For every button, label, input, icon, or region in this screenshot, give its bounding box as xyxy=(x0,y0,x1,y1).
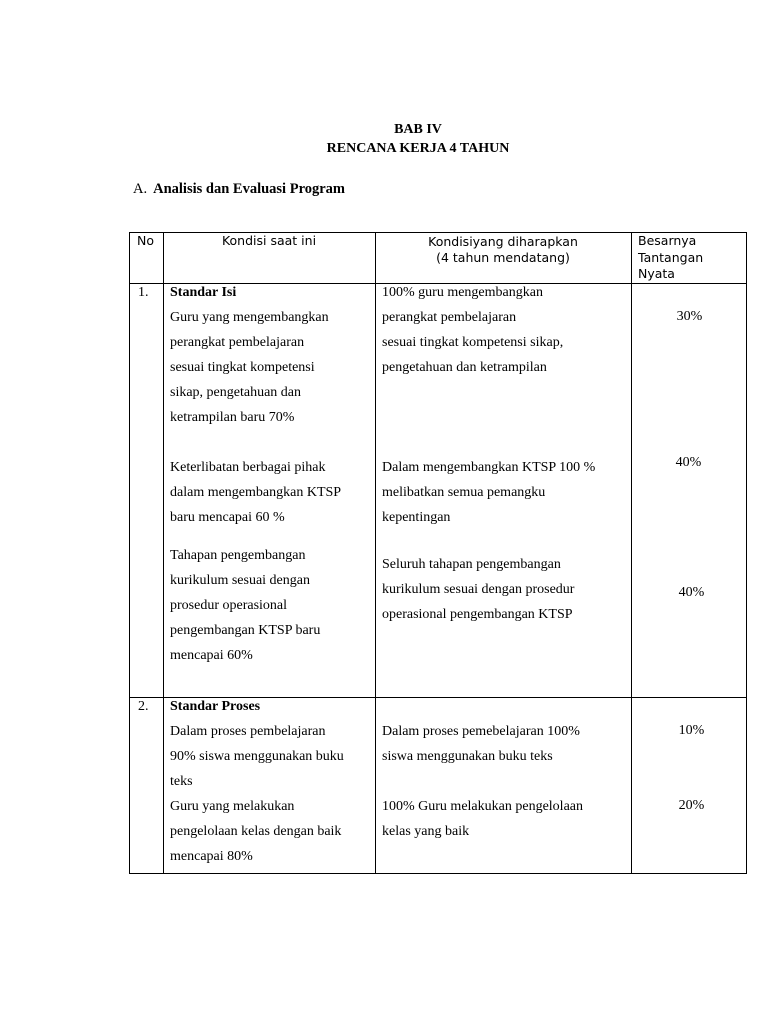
chapter-number: BAB IV xyxy=(394,122,442,137)
row-number: 1. xyxy=(138,285,149,300)
expected-condition-line: kurikulum sesuai dengan prosedur xyxy=(382,582,575,597)
expected-condition-line: kepentingan xyxy=(382,510,451,525)
expected-condition-line: Dalam mengembangkan KTSP 100 % xyxy=(382,460,596,475)
current-condition-line: Dalam proses pembelajaran xyxy=(170,724,326,739)
current-condition-line: mencapai 60% xyxy=(170,648,253,663)
current-condition-line: sesuai tingkat kompetensi xyxy=(170,360,315,375)
expected-condition-line: Dalam proses pemebelajaran 100% xyxy=(382,724,580,739)
standard-title: Standar Isi xyxy=(170,285,237,300)
expected-condition-line: sesuai tingkat kompetensi sikap, xyxy=(382,335,564,350)
current-condition-line: perangkat pembelajaran xyxy=(170,335,305,350)
current-condition-line: dalam mengembangkan KTSP xyxy=(170,485,342,500)
current-condition-line: Guru yang mengembangkan xyxy=(170,310,329,325)
header-no: No xyxy=(137,233,154,248)
current-condition-line: baru mencapai 60 % xyxy=(170,510,285,525)
section-title: Analisis dan Evaluasi Program xyxy=(153,181,346,197)
challenge-value: 30% xyxy=(676,309,703,324)
current-condition-line: Guru yang melakukan xyxy=(170,799,295,814)
current-condition-line: kurikulum sesuai dengan xyxy=(170,573,310,588)
expected-condition-line: 100% guru mengembangkan xyxy=(382,285,543,300)
challenge-value: 40% xyxy=(678,585,705,600)
expected-condition-line: 100% Guru melakukan pengelolaan xyxy=(382,799,583,814)
column-divider xyxy=(375,232,376,874)
current-condition-line: 90% siswa menggunakan buku xyxy=(170,749,344,764)
current-condition-line: Keterlibatan berbagai pihak xyxy=(170,460,326,475)
standard-title: Standar Proses xyxy=(170,699,261,714)
section-letter: A. xyxy=(133,181,148,197)
expected-condition-line: melibatkan semua pemangku xyxy=(382,485,546,500)
chapter-title: RENCANA KERJA 4 TAHUN xyxy=(326,141,510,156)
header-challenge-line1: Besarnya xyxy=(638,233,697,248)
expected-condition-line: Seluruh tahapan pengembangan xyxy=(382,557,561,572)
current-condition-line: pengembangan KTSP baru xyxy=(170,623,321,638)
expected-condition-line: perangkat pembelajaran xyxy=(382,310,517,325)
current-condition-line: ketrampilan baru 70% xyxy=(170,410,295,425)
expected-condition-line: operasional pengembangan KTSP xyxy=(382,607,573,622)
expected-condition-line: pengetahuan dan ketrampilan xyxy=(382,360,547,375)
section-heading xyxy=(133,181,345,198)
challenge-value: 20% xyxy=(678,798,705,813)
current-condition-line: mencapai 80% xyxy=(170,849,253,864)
challenge-value: 40% xyxy=(675,455,702,470)
current-condition-line: prosedur operasional xyxy=(170,598,288,613)
header-challenge-line3: Nyata xyxy=(638,266,675,281)
current-condition-line: teks xyxy=(170,774,193,789)
expected-condition-line: siswa menggunakan buku teks xyxy=(382,749,553,764)
current-condition-line: sikap, pengetahuan dan xyxy=(170,385,302,400)
column-divider xyxy=(631,232,632,874)
header-expected-line1: Kondisiyang diharapkan xyxy=(428,234,578,249)
current-condition-line: Tahapan pengembangan xyxy=(170,548,306,563)
challenge-value: 10% xyxy=(678,723,705,738)
header-expected-line2: (4 tahun mendatang) xyxy=(436,250,570,265)
expected-condition-line: kelas yang baik xyxy=(382,824,470,839)
row-number: 2. xyxy=(138,699,149,714)
header-challenge-line2: Tantangan xyxy=(638,250,704,265)
current-condition-line: pengelolaan kelas dengan baik xyxy=(170,824,342,839)
header-current-condition: Kondisi saat ini xyxy=(221,233,317,248)
column-divider xyxy=(163,232,164,874)
